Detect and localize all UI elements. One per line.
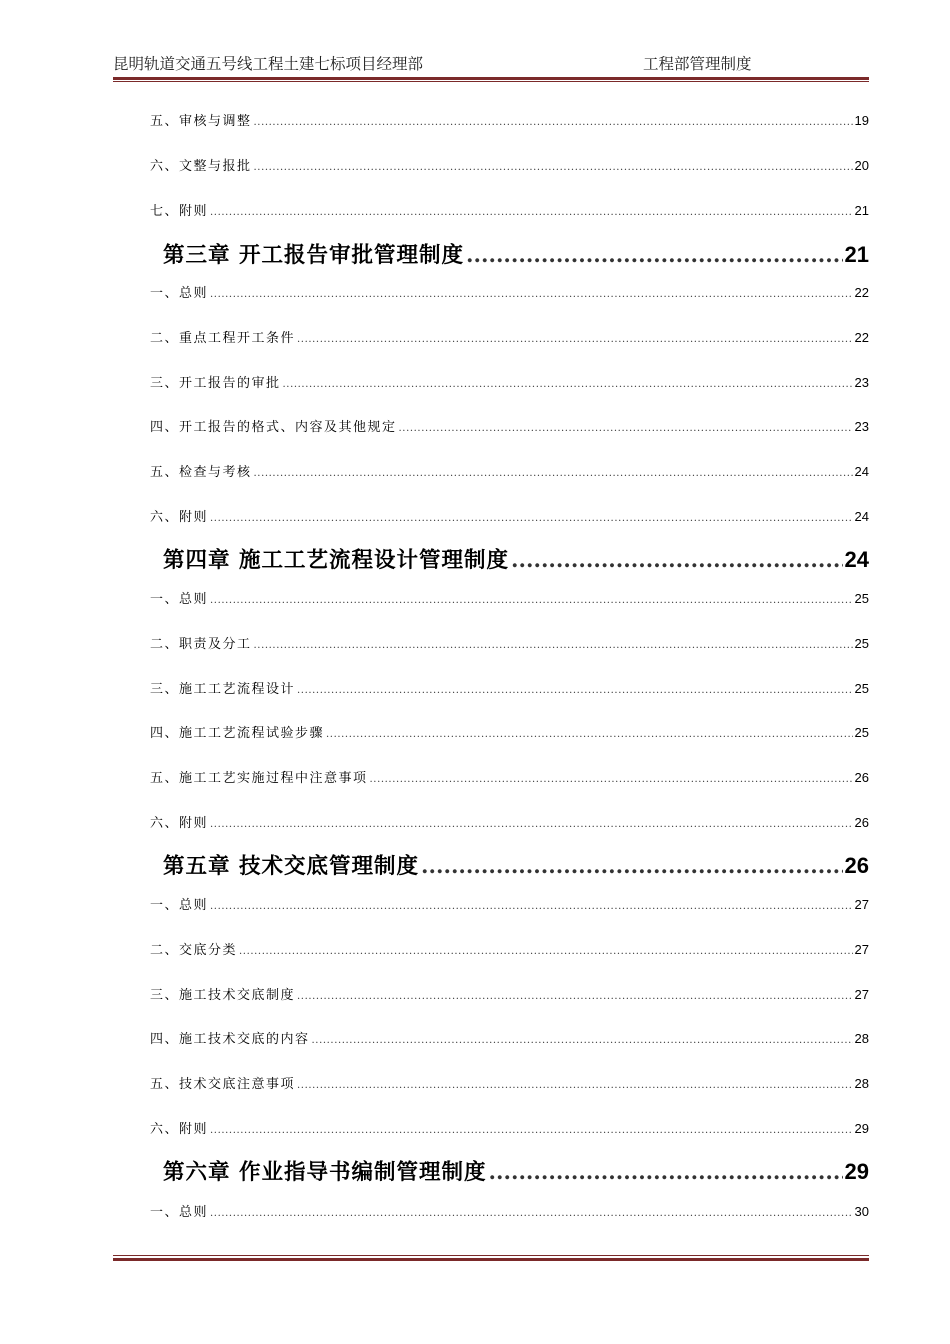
- toc-section-entry[interactable]: [150, 722, 869, 741]
- toc-section-entry[interactable]: [150, 372, 869, 391]
- toc-dot-leader: [297, 991, 853, 1002]
- toc-page-number: 23: [854, 375, 869, 390]
- toc-dot-leader: [239, 946, 853, 957]
- toc-entry-title: 第三章 开工报告审批管理制度: [163, 243, 464, 268]
- toc-entry-title: 二、重点工程开工条件: [150, 331, 296, 346]
- toc-dot-leader: [210, 1125, 853, 1136]
- toc-dot-leader: [210, 595, 853, 606]
- toc-dot-leader: [254, 117, 853, 128]
- toc-section-entry[interactable]: [150, 1201, 869, 1220]
- toc-dot-leader: [370, 774, 853, 785]
- toc-dot-leader: [210, 1208, 853, 1219]
- toc-page-number: 22: [854, 285, 869, 300]
- toc-section-entry[interactable]: [150, 110, 869, 129]
- toc-dot-leader: [511, 548, 843, 573]
- toc-page-number: 24: [854, 509, 869, 524]
- toc-page-number: 22: [854, 330, 869, 345]
- toc-page-number: 24: [844, 547, 869, 572]
- toc-section-entry[interactable]: [150, 767, 869, 786]
- toc-page-number: 26: [844, 853, 869, 878]
- toc-page-number: 25: [854, 725, 869, 740]
- toc-dot-leader: [489, 1160, 843, 1185]
- toc-section-entry[interactable]: [150, 416, 869, 435]
- toc-entry-title: 五、审核与调整: [150, 114, 252, 129]
- toc-dot-leader: [297, 685, 853, 696]
- toc-dot-leader: [399, 423, 853, 434]
- footer-rule-thick: [113, 1258, 869, 1261]
- toc-dot-leader: [254, 468, 853, 479]
- toc-entry-title: 一、总则: [150, 1205, 209, 1220]
- toc-chapter-entry[interactable]: [163, 1155, 869, 1186]
- toc-entry-title: 四、施工工艺流程试验步骤: [150, 726, 325, 741]
- toc-page-number: 27: [854, 987, 869, 1002]
- toc-entry-title: 五、施工工艺实施过程中注意事项: [150, 771, 368, 786]
- toc-dot-leader: [254, 640, 853, 651]
- toc-entry-title: 三、开工报告的审批: [150, 376, 281, 391]
- toc-entry-title: 五、检查与考核: [150, 465, 252, 480]
- toc-entry-title: 三、施工技术交底制度: [150, 988, 296, 1003]
- toc-section-entry[interactable]: [150, 1118, 869, 1137]
- toc-page-number: 27: [854, 897, 869, 912]
- toc-section-entry[interactable]: [150, 984, 869, 1003]
- header-rule-thin: [113, 81, 869, 82]
- toc-page-number: 27: [854, 942, 869, 957]
- toc-page-number: 26: [854, 770, 869, 785]
- toc-dot-leader: [254, 162, 853, 173]
- toc-entry-title: 四、施工技术交底的内容: [150, 1032, 310, 1047]
- toc-section-entry[interactable]: [150, 282, 869, 301]
- toc-page-number: 21: [844, 242, 869, 267]
- toc-page-number: 20: [854, 158, 869, 173]
- toc-entry-title: 二、职责及分工: [150, 637, 252, 652]
- toc-entry-title: 一、总则: [150, 592, 209, 607]
- toc-entry-title: 第五章 技术交底管理制度: [163, 854, 419, 879]
- toc-page-number: 26: [854, 815, 869, 830]
- toc-entry-title: 六、附则: [150, 510, 209, 525]
- header-rule-thick: [113, 77, 869, 80]
- toc-page-number: 25: [854, 636, 869, 651]
- toc-section-entry[interactable]: [150, 678, 869, 697]
- toc-entry-title: 七、附则: [150, 204, 209, 219]
- toc-dot-leader: [210, 289, 853, 300]
- toc-page-number: 30: [854, 1204, 869, 1219]
- toc-entry-title: 四、开工报告的格式、内容及其他规定: [150, 420, 397, 435]
- toc-section-entry[interactable]: [150, 327, 869, 346]
- toc-dot-leader: [210, 901, 853, 912]
- toc-dot-leader: [312, 1035, 853, 1046]
- toc-page-number: 23: [854, 419, 869, 434]
- header-document-title: 工程部管理制度: [643, 55, 752, 73]
- toc-entry-title: 第四章 施工工艺流程设计管理制度: [163, 548, 509, 573]
- toc-entry-title: 第六章 作业指导书编制管理制度: [163, 1160, 487, 1185]
- toc-page-number: 29: [854, 1121, 869, 1136]
- toc-dot-leader: [466, 243, 843, 268]
- toc-entry-title: 一、总则: [150, 898, 209, 913]
- toc-section-entry[interactable]: [150, 812, 869, 831]
- toc-page-number: 19: [854, 113, 869, 128]
- toc-section-entry[interactable]: [150, 200, 869, 219]
- toc-dot-leader: [283, 379, 853, 390]
- toc-entry-title: 一、总则: [150, 286, 209, 301]
- toc-chapter-entry[interactable]: [163, 238, 869, 269]
- toc-section-entry[interactable]: [150, 633, 869, 652]
- toc-entry-title: 六、附则: [150, 816, 209, 831]
- toc-entry-title: 六、文整与报批: [150, 159, 252, 174]
- toc-chapter-entry[interactable]: [163, 543, 869, 574]
- toc-page-number: 21: [854, 203, 869, 218]
- toc-page-number: 25: [854, 681, 869, 696]
- toc-chapter-entry[interactable]: [163, 849, 869, 880]
- toc-section-entry[interactable]: [150, 939, 869, 958]
- toc-page-number: 29: [844, 1159, 869, 1184]
- toc-section-entry[interactable]: [150, 1073, 869, 1092]
- header-project-name: 昆明轨道交通五号线工程土建七标项目经理部: [113, 55, 424, 73]
- toc-page-number: 28: [854, 1031, 869, 1046]
- toc-section-entry[interactable]: [150, 588, 869, 607]
- toc-page-number: 25: [854, 591, 869, 606]
- toc-dot-leader: [326, 729, 853, 740]
- toc-section-entry[interactable]: [150, 461, 869, 480]
- toc-page-number: 28: [854, 1076, 869, 1091]
- toc-dot-leader: [210, 513, 853, 524]
- toc-entry-title: 五、技术交底注意事项: [150, 1077, 296, 1092]
- toc-section-entry[interactable]: [150, 506, 869, 525]
- toc-dot-leader: [297, 334, 853, 345]
- page-header: [113, 52, 869, 74]
- toc-dot-leader: [297, 1080, 853, 1091]
- toc-dot-leader: [210, 819, 853, 830]
- toc-entry-title: 六、附则: [150, 1122, 209, 1137]
- toc-section-entry[interactable]: [150, 1028, 869, 1047]
- toc-section-entry[interactable]: [150, 155, 869, 174]
- toc-dot-leader: [421, 854, 843, 879]
- footer-rule-thin: [113, 1255, 869, 1256]
- toc-entry-title: 二、交底分类: [150, 943, 238, 958]
- toc-entry-title: 三、施工工艺流程设计: [150, 682, 296, 697]
- toc-dot-leader: [210, 207, 853, 218]
- toc-page-number: 24: [854, 464, 869, 479]
- toc-section-entry[interactable]: [150, 894, 869, 913]
